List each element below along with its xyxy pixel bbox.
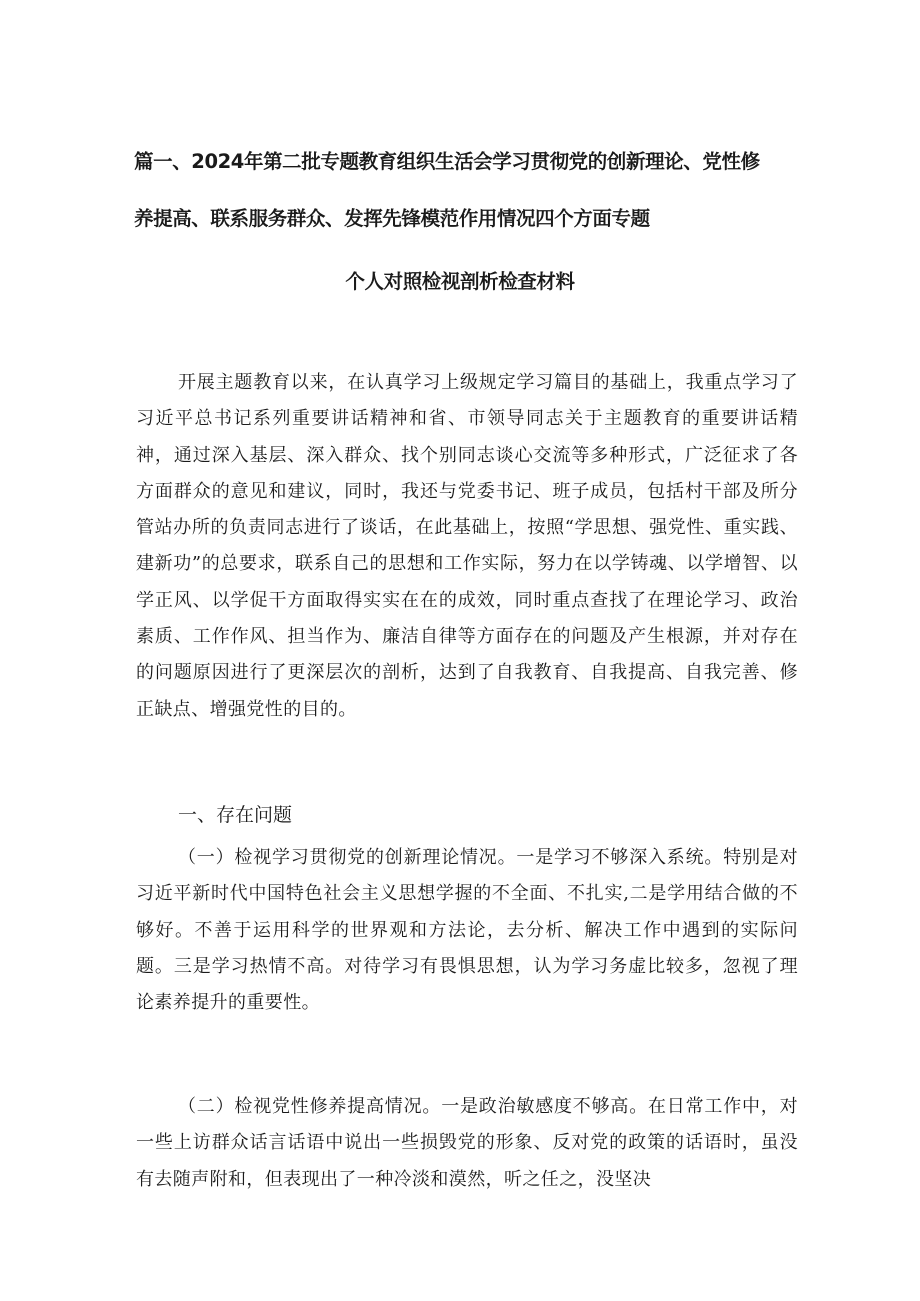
document-title-line-1: 篇一、2024年第二批专题教育组织生活会学习贯彻党的创新理论、党性修 — [134, 150, 760, 173]
paragraph-party-spirit: （二）检视党性修养提高情况。一是政治敏感度不够高。在日常工作中，对一些上访群众话言话语中说出一些损毁党的形象、反对党的政策的话语时，虽没有去随声附和，但表现出了一种冷淡和漠然，听之任之，没坚决 — [136, 1096, 798, 1190]
section-heading: 一、存在问题 — [178, 804, 293, 826]
document-title-line-3: 个人对照检视剖析检查材料 — [345, 270, 575, 293]
paragraph-theory-study: （一）检视学习贯彻党的创新理论情况。一是学习不够深入系统。特别是对习近平新时代中国特色社会主义思想学握的不全面、不扎实,二是学用结合做的不够好。不善于运用科学的世界观和方法论，去分析、解决工作中遇到的实际问题。三是学习热情不高。对待学习有畏惧思想，认为学习务虚比较多，忽视了理论素养提升的重要性。 — [136, 847, 798, 1014]
intro-paragraph: 开展主题教育以来，在认真学习上级规定学习篇目的基础上，我重点学习了习近平总书记系列重要讲话精神和省、市领导同志关于主题教育的重要讲话精神，通过深入基层、深入群众、找个别同志谈心交流等多种形式，广泛征求了各方面群众的意见和建议，同时，我还与党委书记、班子成员，包括村干部及所分管站办所的负责同志进行了谈话，在此基础上，按照“学思想、强党性、重实践、建新功”的总要求，联系自己的思想和工作实际，努力在以学铸魂、以学增智、以学正风、以学促干方面取得实实在在的成效，同时重点查找了在理论学习、政治素质、工作作风、担当作为、廉洁自律等方面存在的问题及产生根源，并对存在的问题原因进行了更深层次的剖析，达到了自我教育、自我提高、自我完善、修正缺点、增强党性的目的。 — [136, 372, 798, 720]
document-title-line-2: 养提高、联系服务群众、发挥先锋模范作用情况四个方面专题 — [134, 207, 650, 230]
